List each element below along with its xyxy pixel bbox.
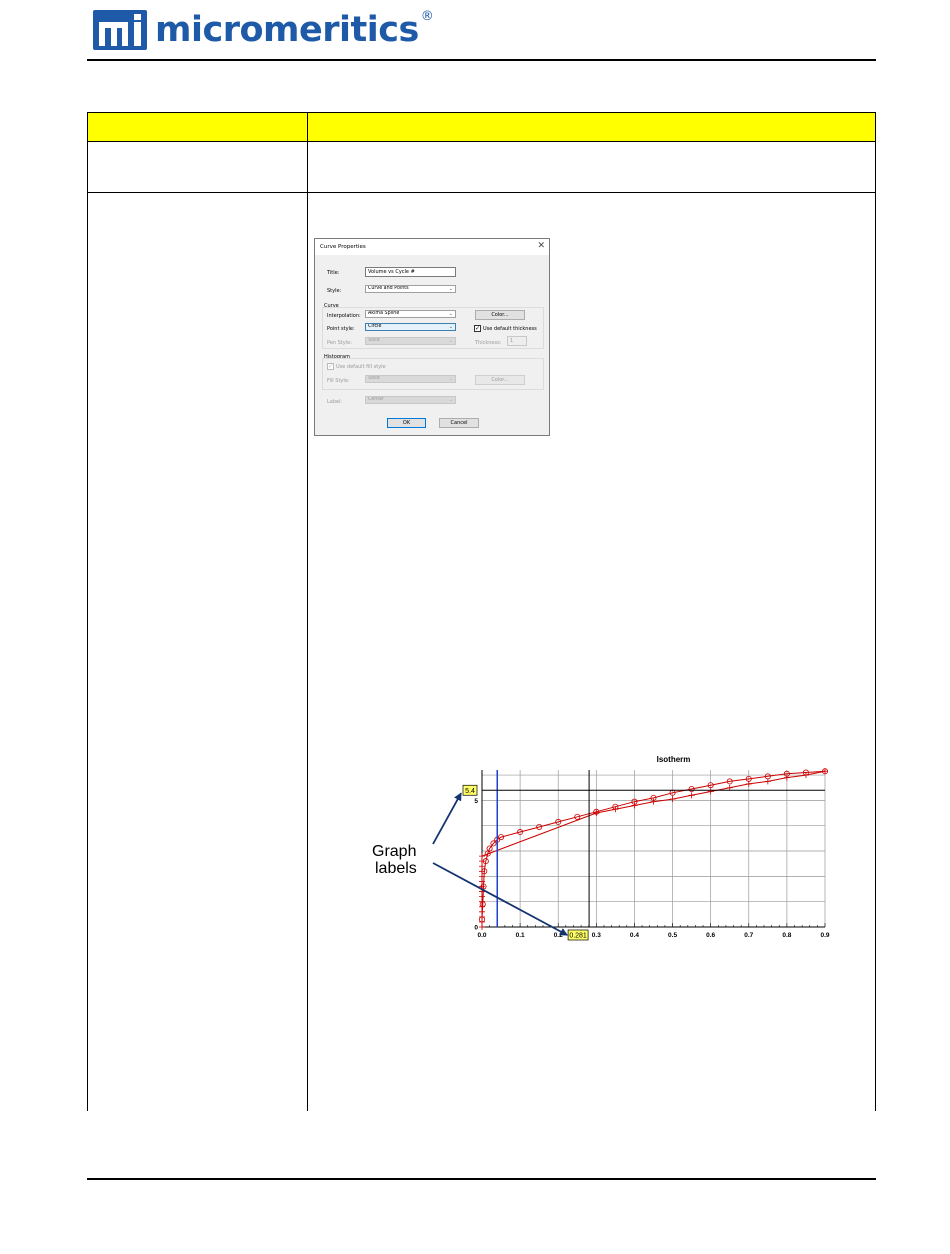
- fill-color-button[interactable]: Color...: [475, 375, 525, 385]
- chevron-down-icon: ⌄: [448, 397, 453, 403]
- isotherm-graph: [355, 750, 845, 955]
- arrow-to-x-label: [433, 863, 567, 935]
- dialog-title: Curve Properties: [320, 244, 366, 250]
- x-graph-label: 0.281: [569, 932, 587, 940]
- pen-style-label: Pen Style:: [327, 340, 352, 346]
- fill-style-select-value: Solid: [368, 376, 380, 381]
- fill-style-select[interactable]: [365, 375, 456, 383]
- x-tick-label: 0.4: [629, 932, 639, 939]
- arrow-to-y-label: [433, 793, 461, 844]
- chevron-down-icon: ⌄: [448, 286, 453, 292]
- x-tick-label: 0.8: [782, 932, 792, 939]
- title-input[interactable]: Volume vs Cycle #: [365, 267, 456, 277]
- x-tick-label: 0.3: [591, 932, 601, 939]
- series-line: [482, 771, 825, 919]
- micromeritics-logo: [93, 9, 434, 51]
- use-default-thickness-label: Use default thickness: [483, 326, 537, 332]
- label-select-value: Center: [368, 397, 385, 402]
- data-point-plus: [708, 789, 714, 795]
- isotherm-chart: [355, 750, 845, 955]
- callout-text: labels: [375, 860, 417, 877]
- chevron-down-icon: ⌄: [448, 338, 453, 344]
- interpolation-select[interactable]: [365, 310, 456, 318]
- use-default-fill-checkbox[interactable]: ✓: [328, 363, 334, 370]
- data-point-plus: [746, 781, 752, 787]
- use-default-fill-label: Use default fill style: [336, 364, 386, 370]
- curve-group-label: Curve: [324, 303, 339, 309]
- interpolation-select-value: Akima Spline: [368, 311, 400, 316]
- pen-style-select[interactable]: [365, 337, 456, 345]
- style-select[interactable]: [365, 285, 456, 293]
- data-point-plus: [765, 778, 771, 784]
- x-tick-label: 0.6: [706, 932, 716, 939]
- series-line: [482, 771, 825, 927]
- thickness-input[interactable]: 1: [507, 336, 527, 346]
- x-tick-label: 0.7: [744, 932, 754, 939]
- title-label: Title:: [327, 270, 340, 276]
- table-row: [87, 142, 876, 193]
- curve-color-button[interactable]: Color...: [475, 310, 525, 320]
- label-select[interactable]: [365, 396, 456, 404]
- data-point-plus: [479, 853, 485, 859]
- interpolation-label: Interpolation:: [327, 313, 361, 319]
- thickness-label: Thickness:: [475, 340, 502, 346]
- chart-title: Isotherm: [656, 755, 691, 764]
- pen-style-select-value: Solid: [368, 338, 380, 343]
- point-style-select-value: Circle: [368, 324, 382, 329]
- cancel-button[interactable]: Cancel: [439, 418, 479, 428]
- y-graph-label: 5.4: [465, 787, 475, 795]
- x-tick-label: 0.5: [668, 932, 678, 939]
- table-header-row: [87, 112, 876, 142]
- y-tick-label: 5: [474, 797, 478, 805]
- point-style-label: Point style:: [327, 326, 355, 332]
- curve-properties-dialog: [314, 238, 550, 436]
- footer-rule: [87, 1178, 876, 1180]
- logo-mark: [93, 10, 147, 50]
- histogram-group-label: Histogram: [324, 354, 350, 360]
- logo-wordmark: micromeritics: [155, 10, 419, 50]
- header-rule: [87, 59, 876, 61]
- registered-mark: ®: [420, 8, 434, 24]
- dialog-titlebar: [315, 239, 549, 255]
- use-default-thickness-checkbox[interactable]: ✓: [475, 325, 481, 332]
- data-point-plus: [689, 792, 695, 798]
- data-point-plus: [670, 796, 676, 802]
- fill-style-label: Fill Style:: [327, 378, 350, 384]
- close-icon[interactable]: ✕: [537, 241, 545, 251]
- style-label: Style:: [327, 288, 342, 294]
- chevron-down-icon: ⌄: [448, 311, 453, 317]
- x-tick-label: 0.9: [820, 932, 830, 939]
- ok-button[interactable]: OK: [387, 418, 426, 428]
- x-tick-label: 0.2: [553, 932, 563, 939]
- callout-text: Graph: [372, 843, 417, 860]
- chevron-down-icon: ⌄: [448, 376, 453, 382]
- point-style-select[interactable]: [365, 323, 456, 331]
- x-tick-label: 0.0: [477, 932, 487, 939]
- style-select-value: Curve and Points: [368, 286, 409, 291]
- chevron-down-icon: ⌄: [448, 324, 453, 330]
- label-label: Label:: [327, 399, 343, 405]
- histogram-group: [322, 358, 544, 390]
- y-tick-label: 0: [474, 924, 478, 932]
- x-tick-label: 0.1: [515, 932, 525, 939]
